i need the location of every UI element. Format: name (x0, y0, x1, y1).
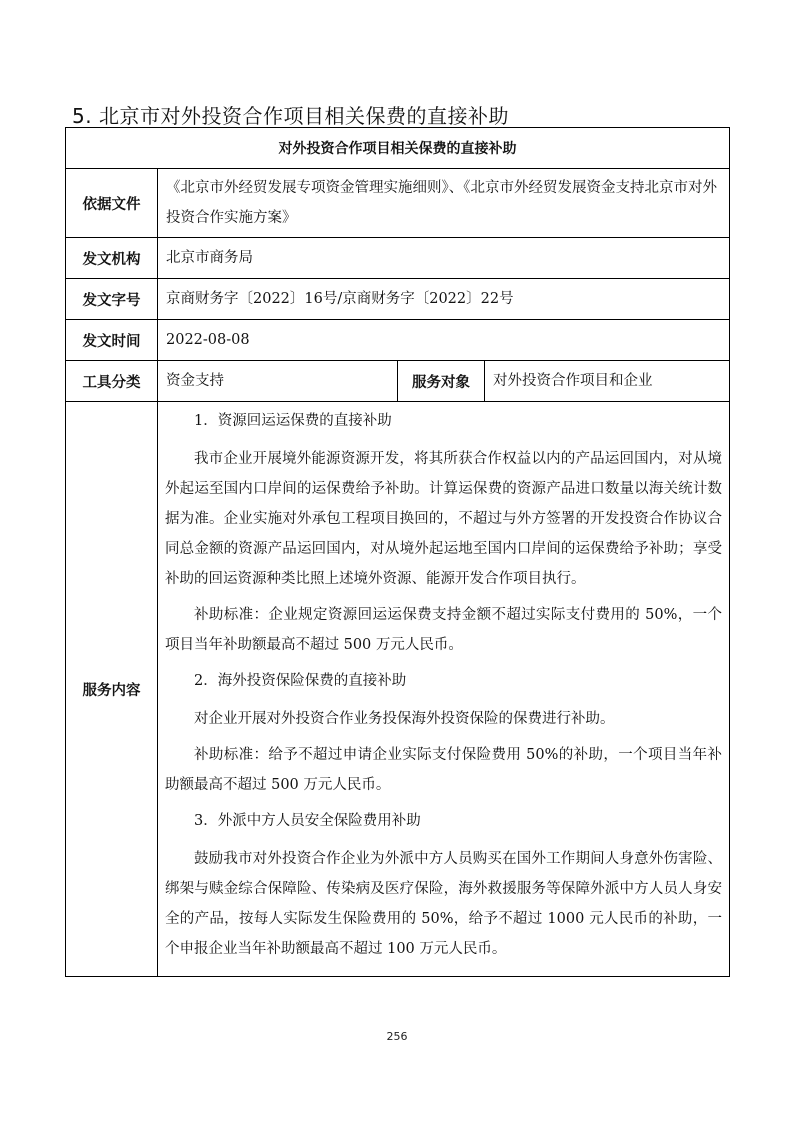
policy-table (65, 127, 730, 977)
tool-category-label: 工具分类 (66, 361, 158, 402)
section-2-standard: 补助标准：给予不超过申请企业实际支付保险费用 50%的补助，一个项目当年补助额最高不超过 500 万元人民币。 (165, 747, 722, 793)
section-3-title: 3．外派中方人员安全保险费用补助 (194, 813, 421, 829)
basis-label: 依据文件 (66, 169, 158, 238)
basis-value: 《北京市外经贸发展专项资金管理实施细则》、《北京市外经贸发展资金支持北京市对外投资合作实施方案》 (158, 169, 730, 238)
doc-number-label: 发文字号 (66, 279, 158, 320)
issue-date-value: 2022-08-08 (158, 320, 730, 361)
section-2-paragraph: 对企业开展对外投资合作业务投保海外投资保险的保费进行补助。 (194, 711, 615, 727)
table-row-basis (66, 169, 730, 238)
service-content-label: 服务内容 (66, 402, 158, 977)
table-row-issuer (66, 238, 730, 279)
table-row-tool-category (66, 361, 730, 402)
service-target-value: 对外投资合作项目和企业 (485, 361, 730, 402)
service-target-label: 服务对象 (398, 361, 485, 402)
table-row-doc-number (66, 279, 730, 320)
table-row-issue-date (66, 320, 730, 361)
section-heading: 5. 北京市对外投资合作项目相关保费的直接补助 (72, 104, 509, 128)
tool-category-value: 资金支持 (158, 361, 398, 402)
issuer-value: 北京市商务局 (158, 238, 730, 279)
issue-date-label: 发文时间 (66, 320, 158, 361)
section-1-title: 1．资源回运运保费的直接补助 (194, 413, 392, 429)
doc-number-value: 京商财务字〔2022〕16号/京商财务字〔2022〕22号 (158, 279, 730, 320)
table-title-row (66, 128, 730, 169)
issuer-label: 发文机构 (66, 238, 158, 279)
section-3-paragraph: 鼓励我市对外投资合作企业为外派中方人员购买在国外工作期间人身意外伤害险、绑架与赎金综合保障险、传染病及医疗保险，海外救援服务等保障外派中方人员人身安全的产品，按每人实际发生保险费用的 50%，给予不超过 1000 元人民币的补助，一个申报企业当年补助额最高不超过 100 万元人民币。 (165, 851, 722, 957)
service-content-body (158, 402, 730, 977)
section-1-paragraph: 我市企业开展境外能源资源开发，将其所获合作权益以内的产品运回国内，对从境外起运至国内口岸间的运保费给予补助。计算运保费的资源产品进口数量以海关统计数据为准。企业实施对外承包工程项目换回的，不超过与外方签署的开发投资合作协议合同总金额的资源产品运回国内，对从境外起运地至国内口岸间的运保费给予补助；享受补助的回运资源种类比照上述境外资源、能源开发合作项目执行。 (165, 451, 722, 587)
section-1-standard: 补助标准：企业规定资源回运运保费支持金额不超过实际支付费用的 50%，一个项目当年补助额最高不超过 500 万元人民币。 (165, 607, 722, 653)
page-number: 256 (386, 1030, 408, 1043)
section-2-title: 2．海外投资保险保费的直接补助 (194, 673, 407, 689)
table-title: 对外投资合作项目相关保费的直接补助 (66, 128, 730, 169)
table-row-service-content (66, 402, 730, 977)
